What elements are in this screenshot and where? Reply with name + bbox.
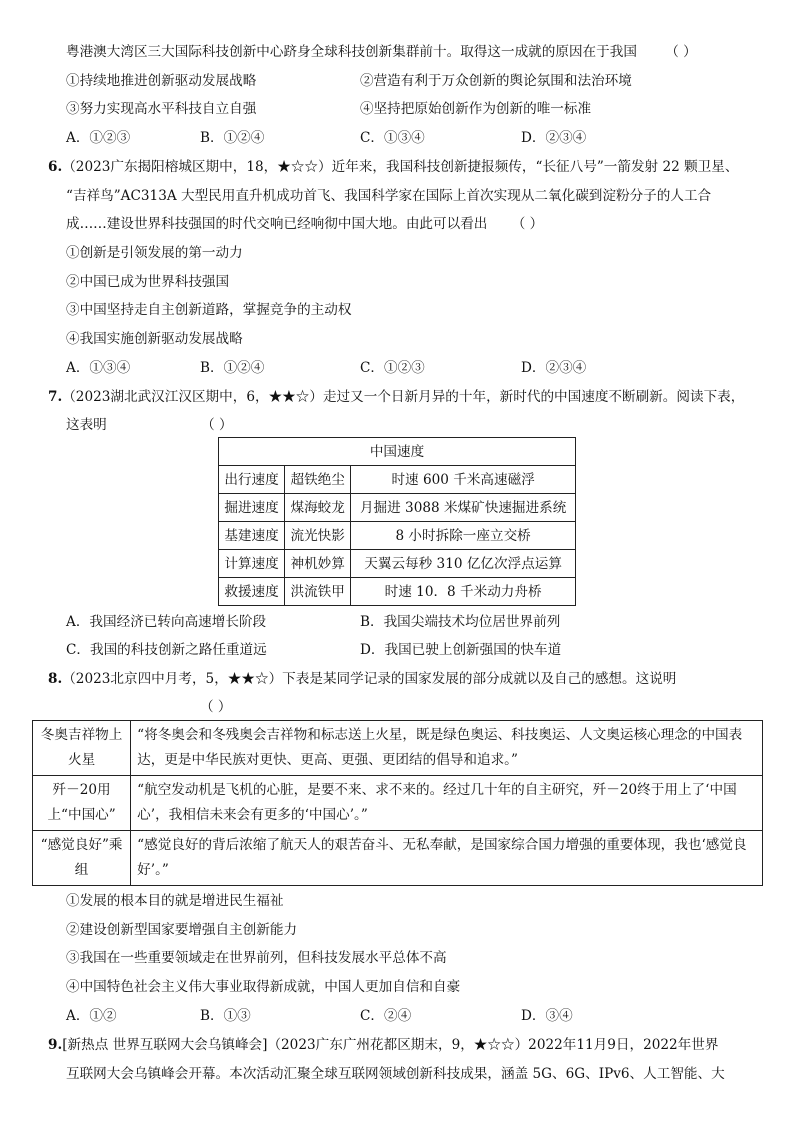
q7-line-2-text: 这表明 <box>66 417 107 433</box>
q8-statement-2: ②建设创新型国家要增强自主创新能力 <box>66 922 298 938</box>
table-row <box>219 578 576 606</box>
q7-option-a: A．我国经济已转向高速增长阶段 <box>66 614 267 630</box>
table-cell: “感觉良好的背后浓缩了航天人的艰苦奋斗、无私奉献，是国家综合国力增强的重要体现，我也‘感觉良好’。” <box>131 831 763 886</box>
table-cell: 煤海蛟龙 <box>285 494 351 522</box>
table-cell: “航空发动机是飞机的心脏，是要不来、求不来的。经过几十年的自主研究，歼－20终于用上了‘中国心’，我相信未来会有更多的‘中国心’。” <box>131 776 763 831</box>
q7-option-c: C．我国的科技创新之路任重道远 <box>66 642 267 658</box>
q8-statement-4: ④中国特色社会主义伟大事业取得新成就，中国人更加自信和自豪 <box>66 979 461 995</box>
table-cell: 时速 600 千米高速磁浮 <box>351 466 576 494</box>
q8-option-d: D．③④ <box>521 1008 573 1024</box>
q5-option-a: A．①②③ <box>66 130 131 146</box>
q7-line-1 <box>48 387 744 407</box>
q5-stem-text: 粤港澳大湾区三大国际科技创新中心跻身全球科技创新集群前十。取得这一成就的原因在于我国 <box>66 44 637 60</box>
q6-option-d: D．②③④ <box>521 360 587 376</box>
q5-option-d: D．②③④ <box>521 130 587 146</box>
q7-number: 7. <box>48 389 63 405</box>
q6-line-2: “吉祥鸟”AC313A 大型民用直升机成功首飞、我国科学家在国际上首次实现从二氧化碳到淀粉分子的人工合 <box>66 188 712 204</box>
table-cell: 洪流铁甲 <box>285 578 351 606</box>
q6-number: 6. <box>48 159 63 175</box>
q5-option-c: C．①③④ <box>360 130 425 146</box>
q5-statement-1: ①持续地推进创新驱动发展战略 <box>66 73 257 89</box>
table-row <box>219 550 576 578</box>
q8-statement-1: ①发展的根本目的就是增进民生福祉 <box>66 893 284 909</box>
q7-answer-paren: （ ） <box>201 417 233 433</box>
q6-statement-2: ②中国已成为世界科技强国 <box>66 274 230 290</box>
achievements-table <box>32 720 763 886</box>
q6-line-3-text: 成……建设世界科技强国的时代交响已经响彻中国大地。由此可以看出 <box>66 216 488 232</box>
table-row <box>33 831 763 886</box>
table-cell: 计算速度 <box>219 550 285 578</box>
table-cell: 8 小时拆除一座立交桥 <box>351 522 576 550</box>
table-cell: 月掘进 3088 米煤矿快速掘进系统 <box>351 494 576 522</box>
q6-answer-paren: （ ） <box>511 216 544 232</box>
q8-option-a: A．①② <box>66 1008 117 1024</box>
table-cell: 神机妙算 <box>285 550 351 578</box>
q6-option-b: B．①②④ <box>200 360 265 376</box>
q6-line-3 <box>66 214 543 234</box>
q6-statement-4: ④我国实施创新驱动发展战略 <box>66 331 243 347</box>
table-cell: 基建速度 <box>219 522 285 550</box>
q8-option-b: B．①③ <box>200 1008 251 1024</box>
q7-option-d: D．我国已驶上创新强国的快车道 <box>360 642 562 658</box>
table-cell: 流光快影 <box>285 522 351 550</box>
q5-answer-paren: （ ） <box>665 44 697 60</box>
table-cell: 出行速度 <box>219 466 285 494</box>
q8-line-1-text: （2023北京四中月考，5，★★☆）下表是某同学记录的国家发展的部分成就以及自己的感想。这说明 <box>62 671 677 687</box>
table-cell: 时速 10．8 千米动力舟桥 <box>351 578 576 606</box>
q6-option-c: C．①②③ <box>360 360 425 376</box>
china-speed-table <box>218 437 576 606</box>
q9-number: 9. <box>48 1037 63 1053</box>
q9-line-2: 互联网大会乌镇峰会开幕。本次活动汇聚全球互联网领域创新科技成果，涵盖 5G、6G、IPv6、人工智能、大 <box>66 1066 725 1082</box>
table-cell: “将冬奥会和冬残奥会吉祥物和标志送上火星，既是绿色奥运、科技奥运、人文奥运核心理念的中国表达，更是中华民族对更快、更高、更强、更团结的倡导和追求。” <box>131 721 763 776</box>
table-cell: 超铁绝尘 <box>285 466 351 494</box>
q5-statement-3: ③努力实现高水平科技自立自强 <box>66 101 257 117</box>
q7-line-2 <box>66 415 233 435</box>
table-row <box>33 721 763 776</box>
q5-statement-2: ②营造有利于万众创新的舆论氛围和法治环境 <box>360 73 632 89</box>
q7-option-b: B．我国尖端技术均位居世界前列 <box>360 614 561 630</box>
q8-number: 8. <box>48 671 63 687</box>
q8-line-1 <box>48 669 676 689</box>
table-cell: 救援速度 <box>219 578 285 606</box>
q6-line-1 <box>48 157 738 177</box>
table-row <box>219 466 576 494</box>
table-title: 中国速度 <box>219 438 576 466</box>
q5-statement-4: ④坚持把原始创新作为创新的唯一标准 <box>360 101 592 117</box>
q6-statement-3: ③中国坚持走自主创新道路，掌握竞争的主动权 <box>66 302 352 318</box>
q5-option-b: B．①②④ <box>200 130 265 146</box>
table-cell: 歼－20用上“中国心” <box>33 776 131 831</box>
q5-stem <box>66 42 697 62</box>
table-cell: 天翼云每秒 310 亿亿次浮点运算 <box>351 550 576 578</box>
table-row <box>219 522 576 550</box>
q9-line-1 <box>48 1035 718 1055</box>
q7-line-1-text: （2023湖北武汉江汉区期中，6，★★☆）走过又一个日新月异的十年，新时代的中国速度不断刷新。阅读下表， <box>62 389 745 405</box>
table-cell: 掘进速度 <box>219 494 285 522</box>
q6-statement-1: ①创新是引领发展的第一动力 <box>66 245 243 261</box>
q8-answer-paren: （ ） <box>200 699 232 715</box>
q6-line-1-text: （2023广东揭阳榕城区期中，18，★☆☆）近年来，我国科技创新捷报频传，“长征八号”一箭发射 22 颗卫星、 <box>62 159 739 175</box>
table-cell: 冬奥吉祥物上火星 <box>33 721 131 776</box>
q8-statement-3: ③我国在一些重要领域走在世界前列，但科技发展水平总体不高 <box>66 950 447 966</box>
q6-option-a: A．①③④ <box>66 360 131 376</box>
q8-option-c: C．②④ <box>360 1008 412 1024</box>
table-row <box>33 776 763 831</box>
table-cell: “感觉良好”乘组 <box>33 831 131 886</box>
table-row <box>219 494 576 522</box>
q9-line-1-text: [新热点 世界互联网大会乌镇峰会]（2023广东广州花都区期末，9，★☆☆）2022年11月9日，2022年世界 <box>62 1037 719 1053</box>
